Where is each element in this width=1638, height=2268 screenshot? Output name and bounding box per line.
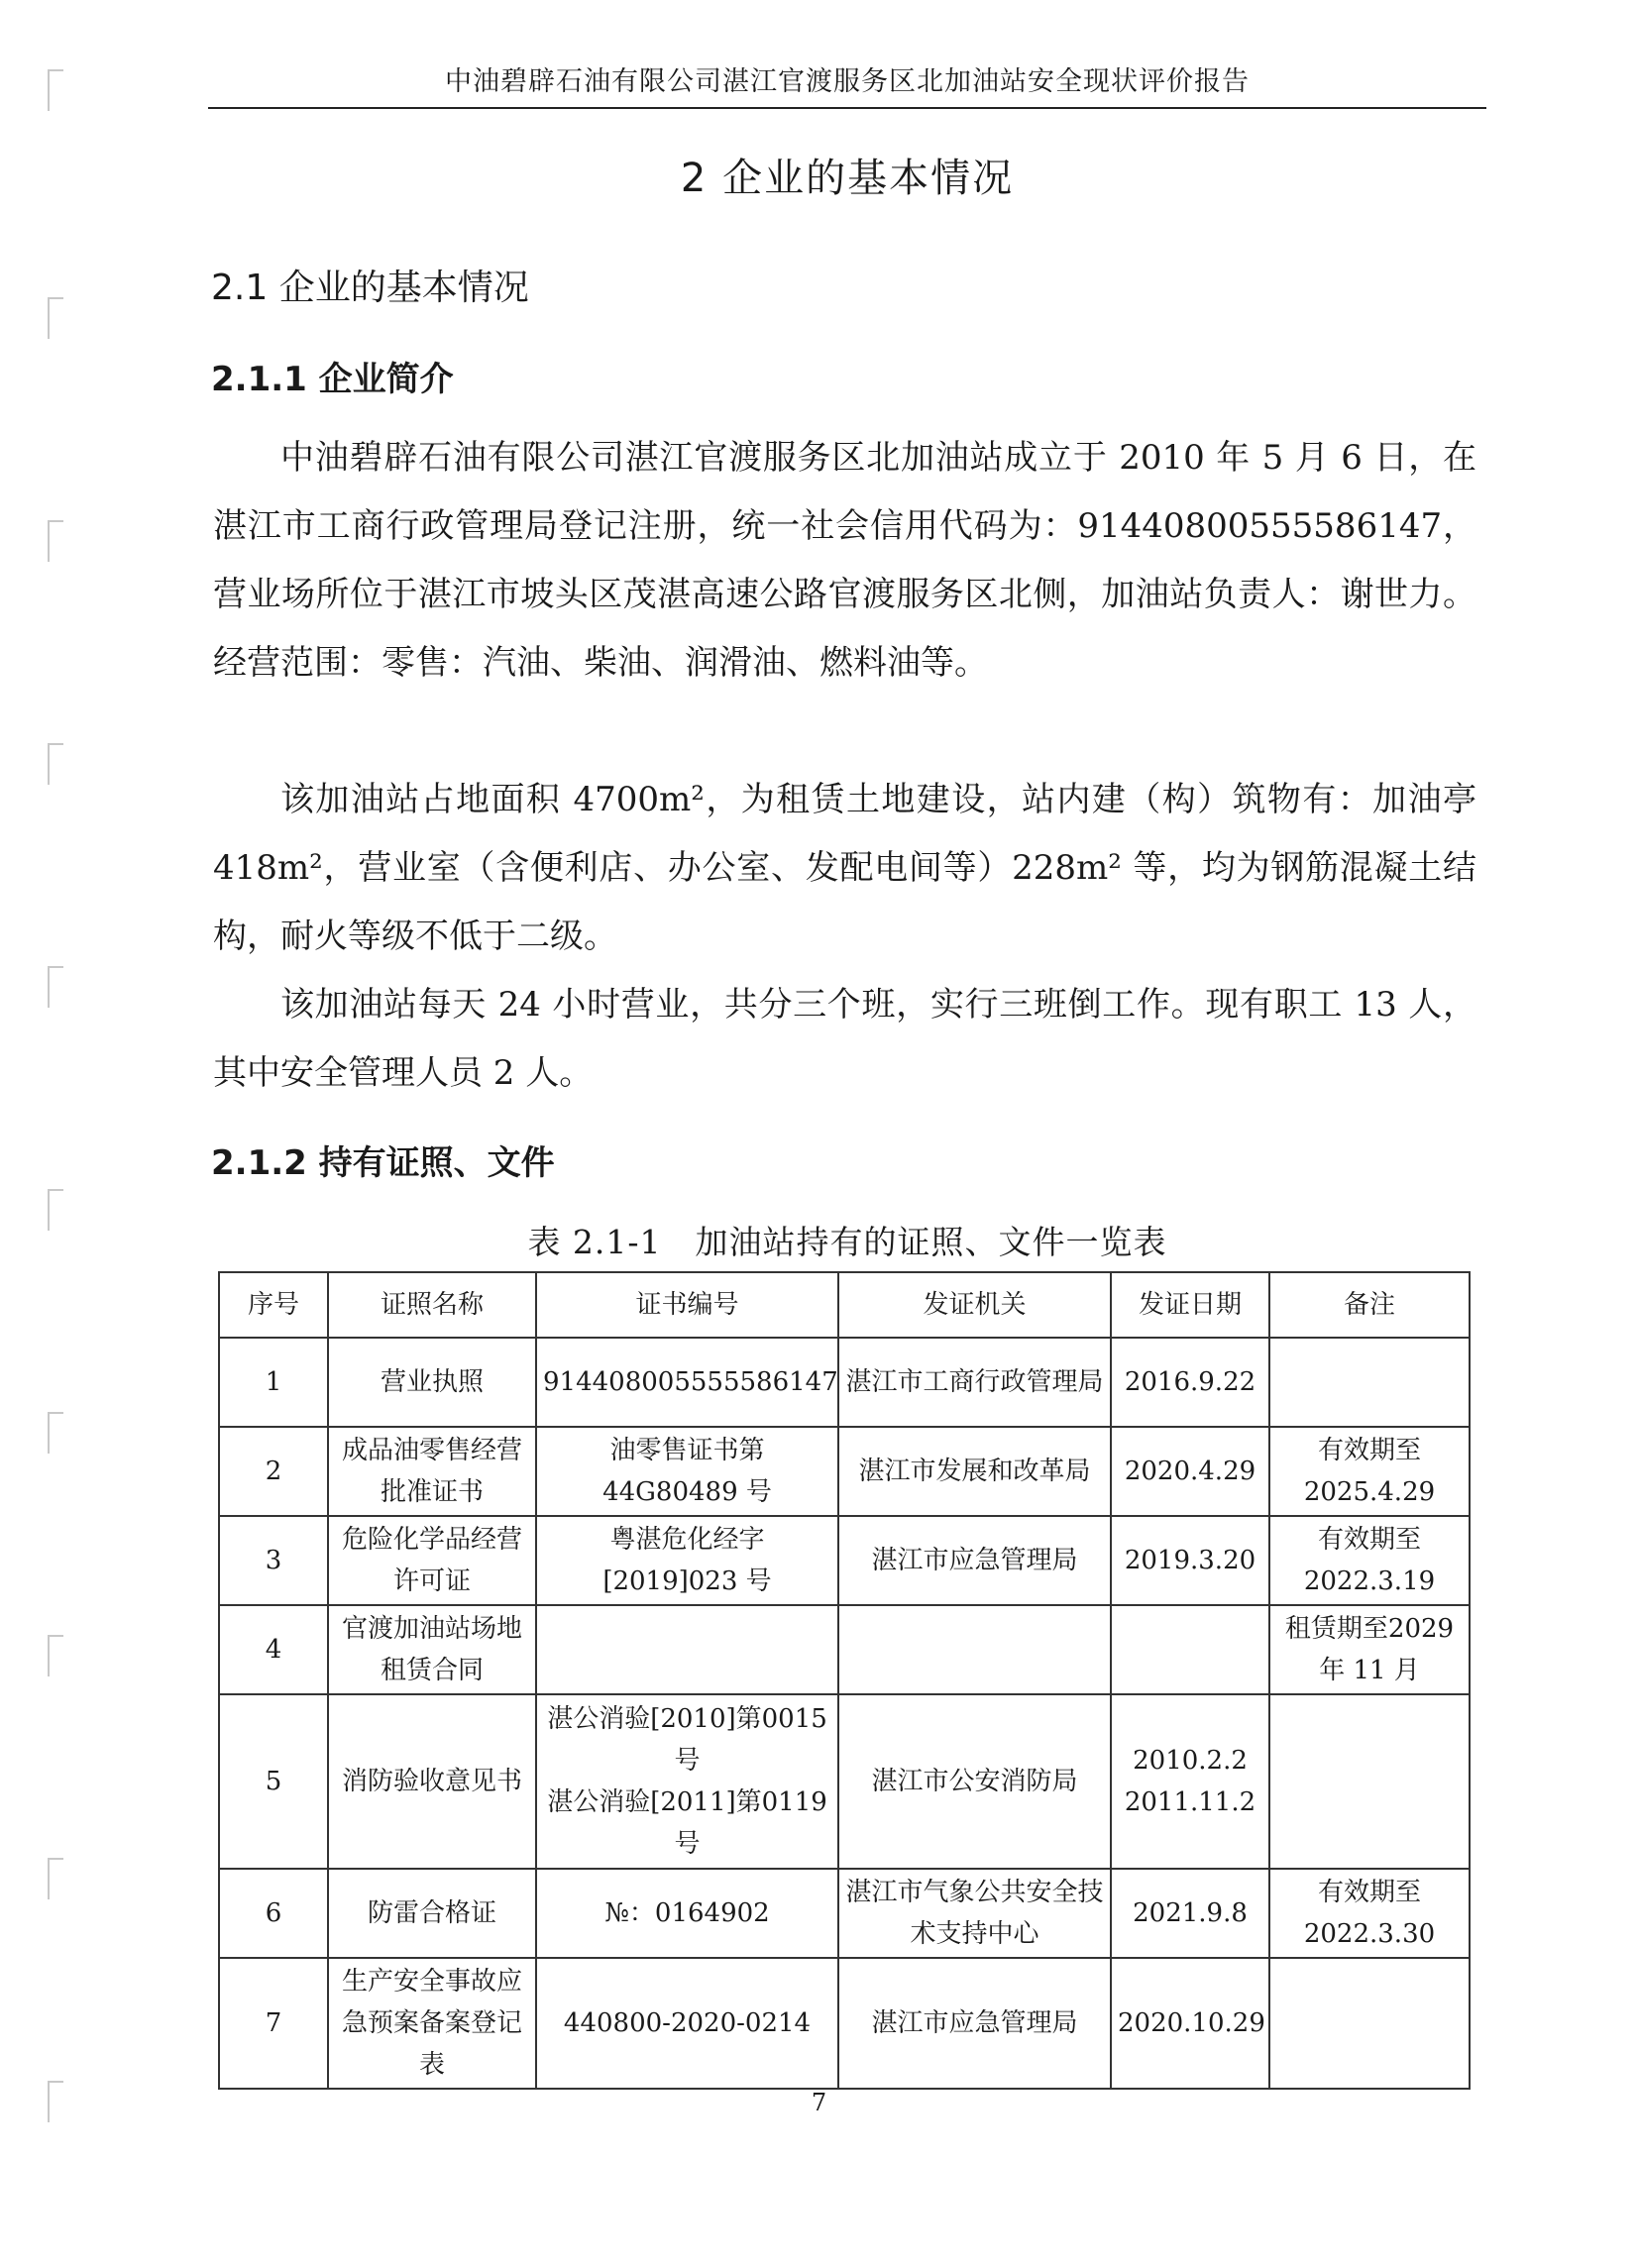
table-cell: 官渡加油站场地租赁合同 [328,1605,536,1694]
table-cell: 2020.10.29 [1111,1958,1269,2089]
table-cell: 440800-2020-0214 [536,1958,838,2089]
table-cell: 湛江市应急管理局 [838,1958,1111,2089]
table-row [219,1516,1470,1605]
table-cell: 危险化学品经营许可证 [328,1516,536,1605]
table-cell: 湛江市发展和改革局 [838,1427,1111,1516]
table-cell: 1 [219,1338,328,1427]
margin-mark [48,520,65,562]
table-row [219,1427,1470,1516]
table-cell: 4 [219,1605,328,1694]
table-cell: 租赁期至2029 年 11 月 [1269,1605,1470,1694]
table-cell: 2020.4.29 [1111,1427,1269,1516]
table-cell [838,1605,1111,1694]
page-number: 7 [811,2089,827,2116]
table-cell: 生产安全事故应急预案备案登记表 [328,1958,536,2089]
table-caption: 表 2.1-1 加油站持有的证照、文件一览表 [527,1223,1167,1261]
paragraph-facilities: 该加油站占地面积 4700m²，为租赁土地建设，站内建（构）筑物有：加油亭 418m²，营业室（含便利店、办公室、发配电间等）228m² 等，均为钢筋混凝土结构，耐火等级不低于二级。 [213,780,1476,956]
table-cell: 有效期至2022.3.30 [1269,1869,1470,1958]
header-cell-date: 发证日期 [1111,1272,1269,1338]
header-cell-remarks: 备注 [1269,1272,1470,1338]
margin-mark [48,743,65,785]
table-cell [1269,1958,1470,2089]
table-cell [1269,1338,1470,1427]
table-cell: 2010.2.2 2011.11.2 [1111,1694,1269,1869]
table-cell: 5 [219,1694,328,1869]
table-cell: 湛江市应急管理局 [838,1516,1111,1605]
table-cell: №：0164902 [536,1869,838,1958]
table-cell: 油零售证书第44G80489 号 [536,1427,838,1516]
table-row [219,1869,1470,1958]
table-cell: 粤湛危化经字[2019]023 号 [536,1516,838,1605]
paragraph-intro: 中油碧辟石油有限公司湛江官渡服务区北加油站成立于 2010 年 5 月 6 日，在湛江市工商行政管理局登记注册，统一社会信用代码为：91440800555586147，营业场所位于湛江市坡头区茂湛高速公路官渡服务区北侧，加油站负责人：谢世力。经营范围：零售：汽油、柴油、润滑油、燃料油等。 [213,438,1476,683]
subsection-title-intro: 2.1.1 企业简介 [211,360,454,399]
certificates-table [218,1271,1471,2090]
table-cell: 7 [219,1958,328,2089]
margin-mark [48,297,65,339]
chapter-title: 2 企业的基本情况 [680,156,1015,201]
header-cell-number: 证书编号 [536,1272,838,1338]
table-cell: 2016.9.22 [1111,1338,1269,1427]
table-cell: 湛公消验[2010]第0015 号 湛公消验[2011]第0119 号 [536,1694,838,1869]
table-cell: 2021.9.8 [1111,1869,1269,1958]
margin-mark [48,1412,65,1454]
table-cell: 湛江市气象公共安全技术支持中心 [838,1869,1111,1958]
table-cell: 2019.3.20 [1111,1516,1269,1605]
table-cell: 2 [219,1427,328,1516]
header-cell-index: 序号 [219,1272,328,1338]
table-cell: 有效期至2025.4.29 [1269,1427,1470,1516]
margin-mark [48,966,65,1008]
table-cell: 湛江市工商行政管理局 [838,1338,1111,1427]
table-cell: 有效期至2022.3.19 [1269,1516,1470,1605]
table-row [219,1338,1470,1427]
table-cell: 消防验收意见书 [328,1694,536,1869]
margin-mark [48,1189,65,1231]
table-header-row [219,1272,1470,1338]
header-rule [208,107,1486,109]
subsection-title-certificates: 2.1.2 持有证照、文件 [211,1143,555,1183]
table-row [219,1958,1470,2089]
margin-mark [48,69,65,111]
table-cell: 6 [219,1869,328,1958]
table-cell: 防雷合格证 [328,1869,536,1958]
header-cell-name: 证照名称 [328,1272,536,1338]
table-cell: 成品油零售经营批准证书 [328,1427,536,1516]
table-cell: 3 [219,1516,328,1605]
table-cell: 营业执照 [328,1338,536,1427]
table-cell [536,1605,838,1694]
table-cell [1111,1605,1269,1694]
table-row [219,1605,1470,1694]
table-cell: 湛江市公安消防局 [838,1694,1111,1869]
margin-mark [48,1635,65,1676]
table-cell [1269,1694,1470,1869]
table-row [219,1694,1470,1869]
header-cell-authority: 发证机关 [838,1272,1111,1338]
margin-mark [48,1858,65,1899]
paragraph-staffing: 该加油站每天 24 小时营业，共分三个班，实行三班倒工作。现有职工 13 人，其中安全管理人员 2 人。 [213,985,1476,1093]
table-cell: 914408005555586147 [536,1338,838,1427]
running-header: 中油碧辟石油有限公司湛江官渡服务区北加油站安全现状评价报告 [445,66,1250,97]
section-title: 2.1 企业的基本情况 [211,268,529,308]
